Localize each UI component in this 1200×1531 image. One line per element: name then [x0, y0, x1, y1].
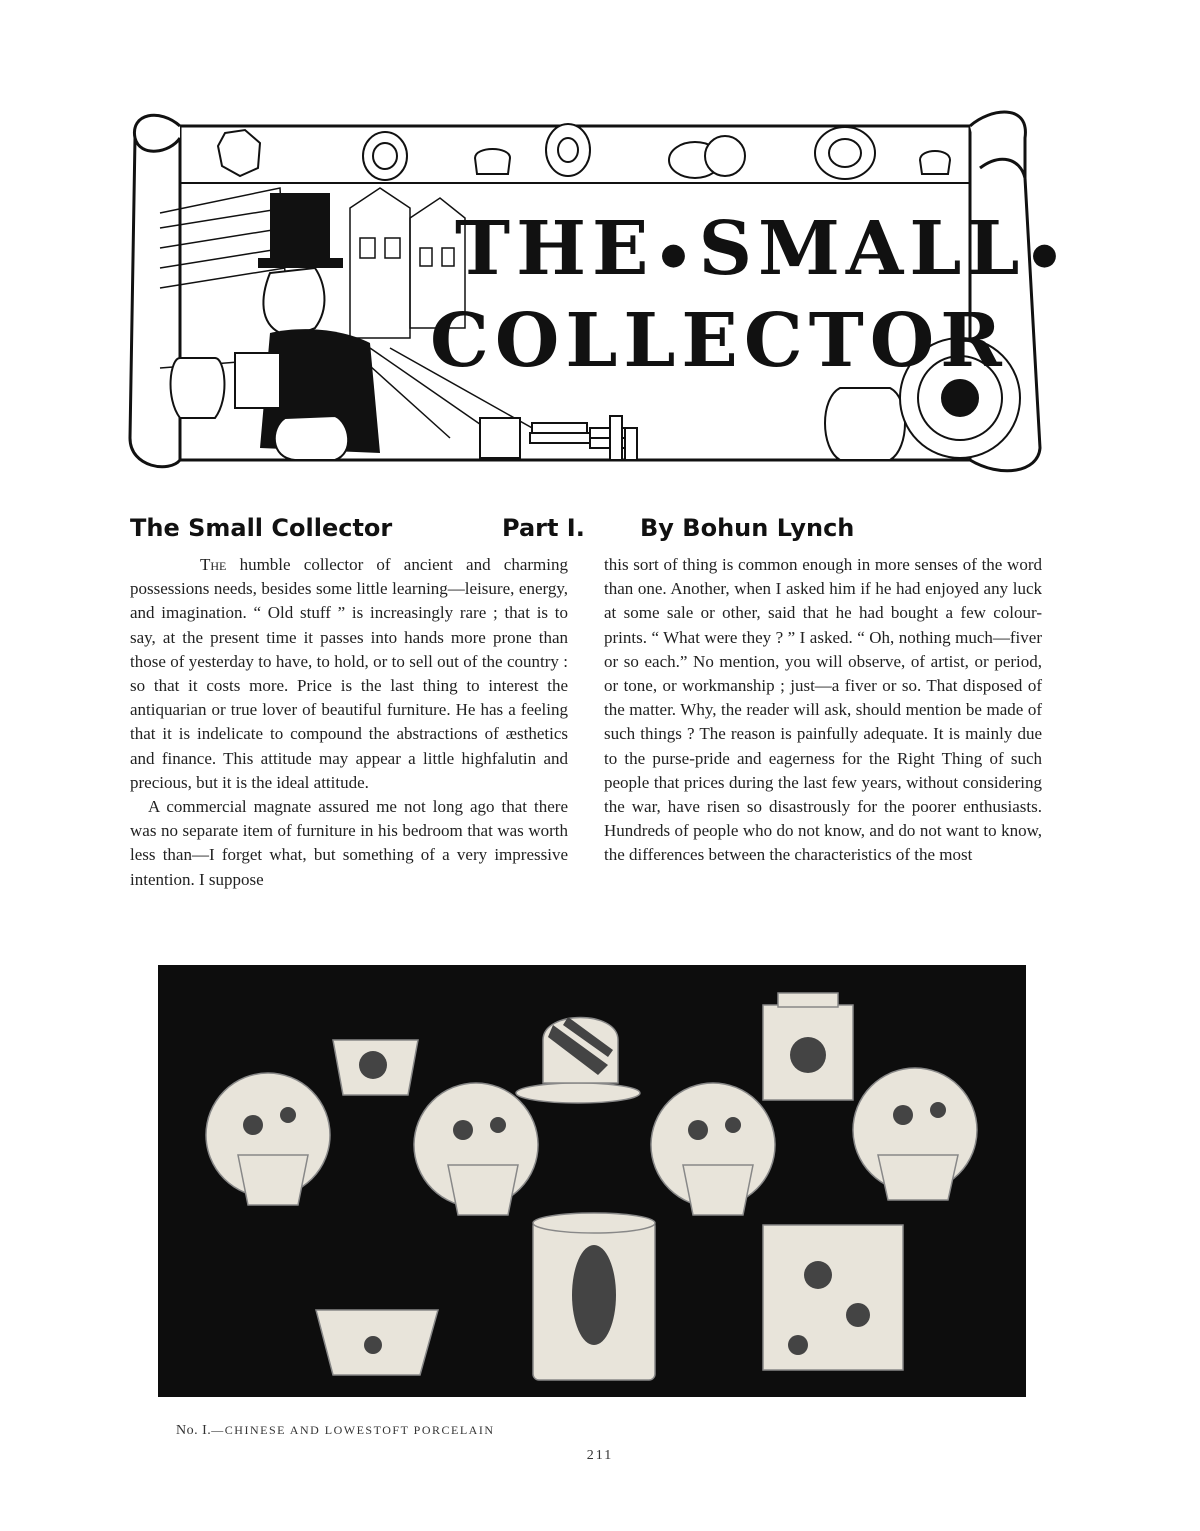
paragraph-1 [130, 553, 568, 795]
porcelain-photograph [158, 965, 1026, 1397]
column-right [604, 553, 1042, 868]
banner-title-collector: COLLECTOR [430, 298, 1008, 384]
article-author: By Bohun Lynch [640, 514, 855, 542]
banner-dot: ● [660, 237, 693, 272]
paragraph-2: A commercial magnate assured me not long ago that there was no separate item of furniture in his bedroom that was worth less than—I forget what, but something of a very impressive intention. I suppose [130, 797, 568, 889]
paragraph-1-text: humble collector of ancient and charming possessions needs, besides some little learning—leisure, energy, and imagination. “ Old stuff ” is increasingly rare ; that is to say, at the present time it passes into hands more prone than those of yesterday to have, to hold, or to sell out of the country : so that it costs more. Price is the last thing to interest the antiquarian or true lover of beautiful furniture. He has a feeling that it is indelicate to compound the abstractions of æsthetics and finance. This attitude may appear a little highfalutin and precious, but it is the ideal attitude. [130, 555, 568, 792]
paragraph-3: this sort of thing is common enough in more senses of the word than one. Another, when I asked him if he had enjoyed any luck at some sale or other, said that he had bought a few colour-prints. “ What were they ? ” I asked. “ Oh, nothing much—fiver or so each.” No mention, you will observe, of artist, or period, or tone, or workmanship ; just—a fiver or so. That disposed of the matter. Why, the reader will ask, should mention be made of such things ? The reason is painfully adequate. It is mainly due to the purse-pride and eagerness for the Right Thing of such people that prices during the last few years, without considering the war, have risen so disastrously for the poorer enthusiasts. Hundreds of people who do not know, and do not want to know, the differences between the characteristics of the most [604, 555, 1042, 865]
header-banner-illustration [120, 98, 1064, 498]
banner-title-the: THE [455, 206, 655, 292]
porcelain-drawing [158, 965, 1026, 1397]
banner-title-line-1 [455, 206, 1070, 292]
photo-caption [176, 1423, 495, 1439]
banner-dot-end: ● [1031, 237, 1064, 272]
article-title: The Small Collector [130, 514, 393, 542]
page-number: 211 [586, 1448, 614, 1463]
column-left [130, 553, 568, 892]
caption-number: No. I. [176, 1423, 212, 1438]
caption-text: —CHINESE AND LOWESTOFT PORCELAIN [211, 1423, 495, 1437]
banner-title-small: SMALL [698, 206, 1026, 292]
paragraph-lead-word: The [200, 555, 227, 574]
article-heading [130, 514, 1070, 554]
article-part: Part I. [502, 514, 585, 542]
